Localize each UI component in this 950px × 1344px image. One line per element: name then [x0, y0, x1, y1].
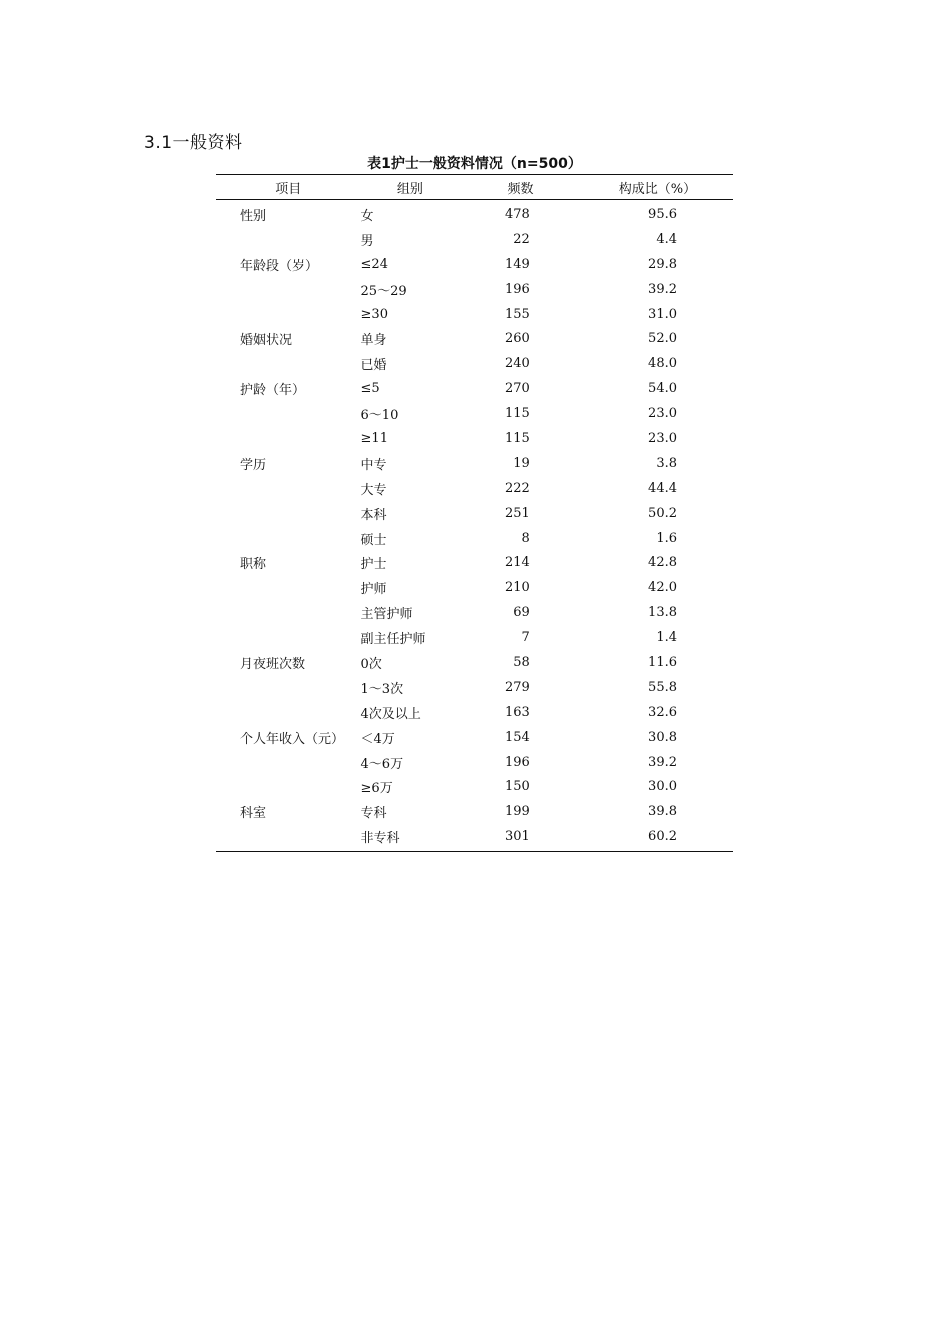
- cell-frequency: 22: [513, 231, 530, 247]
- table-row: [216, 750, 733, 775]
- cell-item: [216, 625, 361, 650]
- cell-ratio: 11.6: [648, 654, 677, 670]
- cell-item: [216, 302, 361, 327]
- cell-frequency: 478: [505, 206, 530, 222]
- cell-ratio: 23.0: [648, 430, 677, 446]
- table-row: [216, 600, 733, 625]
- header-frequency: 频数: [459, 175, 582, 200]
- cell-item: [216, 575, 361, 600]
- table-row: [216, 401, 733, 426]
- cell-item: [216, 700, 361, 725]
- table-row: [216, 725, 733, 750]
- cell-group: 主管护师: [360, 607, 413, 623]
- table-row: [216, 650, 733, 675]
- cell-group: ≤24: [360, 256, 388, 272]
- cell-frequency: 270: [505, 381, 530, 397]
- cell-frequency: 260: [505, 331, 530, 347]
- cell-ratio: 23.0: [648, 406, 677, 422]
- table-row: [216, 700, 733, 725]
- cell-frequency: 279: [505, 679, 530, 695]
- table-row: [216, 824, 733, 851]
- cell-group: 单身: [360, 333, 387, 349]
- table-row: [216, 426, 733, 451]
- cell-group: ≤5: [360, 381, 380, 397]
- cell-item: [216, 501, 361, 526]
- cell-item: [216, 750, 361, 775]
- cell-ratio: 50.2: [648, 505, 677, 521]
- table-row: [216, 550, 733, 575]
- cell-ratio: 32.6: [648, 704, 677, 720]
- cell-item: 年龄段（岁）: [240, 258, 319, 274]
- cell-ratio: 13.8: [648, 605, 677, 621]
- cell-ratio: 1.4: [656, 630, 677, 646]
- cell-frequency: 154: [505, 729, 530, 745]
- cell-ratio: 42.0: [648, 580, 677, 596]
- header-ratio: 构成比（%）: [582, 175, 733, 200]
- cell-ratio: 39.2: [648, 754, 677, 770]
- cell-frequency: 240: [505, 356, 530, 372]
- table-row: [216, 351, 733, 376]
- cell-frequency: 69: [513, 605, 530, 621]
- table-row: [216, 774, 733, 799]
- cell-item: [216, 227, 361, 252]
- cell-group: 大专: [360, 482, 387, 498]
- cell-frequency: 8: [521, 530, 530, 546]
- cell-frequency: 7: [521, 630, 530, 646]
- table-row: [216, 526, 733, 551]
- cell-item: 月夜班次数: [240, 656, 306, 672]
- cell-item: 职称: [240, 557, 267, 573]
- section-heading: 3.1一般资料: [144, 133, 243, 153]
- table-row: [216, 625, 733, 650]
- table-row: [216, 501, 733, 526]
- cell-group: ≥30: [360, 306, 388, 322]
- cell-frequency: 115: [505, 406, 530, 422]
- cell-item: 婚姻状况: [240, 333, 293, 349]
- cell-group: 非专科: [361, 824, 460, 851]
- cell-ratio: 30.8: [648, 729, 677, 745]
- cell-group: 中专: [360, 457, 387, 473]
- cell-group: 1～3次: [360, 681, 404, 697]
- cell-item: [216, 401, 361, 426]
- cell-group: ≥11: [360, 430, 388, 446]
- cell-group: 4次及以上: [360, 706, 421, 722]
- cell-frequency: 155: [505, 306, 530, 322]
- cell-group: 男: [360, 233, 374, 249]
- cell-ratio: 39.8: [648, 804, 677, 820]
- cell-frequency: 214: [505, 555, 530, 571]
- cell-item: 性别: [240, 208, 267, 224]
- cell-frequency: 150: [505, 779, 530, 795]
- table-row: [216, 476, 733, 501]
- cell-item: 护龄（年）: [240, 383, 306, 399]
- cell-ratio: 95.6: [648, 206, 677, 222]
- cell-ratio: 3.8: [656, 455, 677, 471]
- cell-frequency: 196: [505, 281, 530, 297]
- cell-item: 个人年收入（元）: [240, 731, 345, 747]
- cell-group: 25～29: [360, 283, 407, 299]
- cell-item: [216, 824, 361, 851]
- cell-group: 6～10: [360, 408, 399, 424]
- cell-item: [216, 774, 361, 799]
- cell-group: 4～6万: [360, 756, 404, 772]
- cell-item: 科室: [240, 806, 267, 822]
- cell-group: 护士: [360, 557, 387, 573]
- cell-frequency: 301: [459, 824, 582, 851]
- cell-ratio: 55.8: [648, 679, 677, 695]
- table-row: [216, 277, 733, 302]
- nurse-general-info-table: [216, 174, 733, 852]
- cell-ratio: 44.4: [648, 480, 677, 496]
- table-header-row: [216, 175, 733, 200]
- cell-ratio: 39.2: [648, 281, 677, 297]
- cell-ratio: 31.0: [648, 306, 677, 322]
- cell-frequency: 115: [505, 430, 530, 446]
- cell-group: 女: [360, 208, 374, 224]
- cell-frequency: 222: [505, 480, 530, 496]
- cell-item: [216, 476, 361, 501]
- cell-ratio: 42.8: [648, 555, 677, 571]
- table-row: [216, 252, 733, 277]
- cell-ratio: 48.0: [648, 356, 677, 372]
- table-row: [216, 799, 733, 824]
- table-row: [216, 451, 733, 476]
- header-group: 组别: [361, 175, 460, 200]
- cell-group: 专科: [360, 806, 387, 822]
- cell-ratio: 4.4: [656, 231, 677, 247]
- cell-item: [216, 351, 361, 376]
- cell-group: 硕士: [360, 532, 387, 548]
- cell-ratio: 1.6: [656, 530, 677, 546]
- cell-frequency: 19: [513, 455, 530, 471]
- cell-group: ≥6万: [360, 781, 393, 797]
- cell-item: [216, 426, 361, 451]
- cell-frequency: 251: [505, 505, 530, 521]
- table-row: [216, 326, 733, 351]
- cell-ratio: 29.8: [648, 256, 677, 272]
- table-row: [216, 302, 733, 327]
- cell-frequency: 163: [505, 704, 530, 720]
- cell-frequency: 210: [505, 580, 530, 596]
- table-row: [216, 200, 733, 227]
- cell-item: 学历: [240, 457, 267, 473]
- cell-ratio: 52.0: [648, 331, 677, 347]
- cell-ratio: 54.0: [648, 381, 677, 397]
- cell-group: 副主任护师: [360, 632, 426, 648]
- cell-group: 已婚: [360, 358, 387, 374]
- cell-group: 本科: [360, 507, 387, 523]
- cell-item: [216, 277, 361, 302]
- cell-frequency: 199: [505, 804, 530, 820]
- cell-ratio: 60.2: [582, 824, 733, 851]
- table-row: [216, 227, 733, 252]
- table-body: [216, 200, 733, 852]
- table-row: [216, 675, 733, 700]
- cell-item: [216, 526, 361, 551]
- cell-group: ＜4万: [360, 731, 395, 747]
- table-title: 表1护士一般资料情况（n=500）: [367, 156, 582, 172]
- cell-ratio: 30.0: [648, 779, 677, 795]
- table-row: [216, 376, 733, 401]
- cell-item: [216, 675, 361, 700]
- cell-group: 0次: [360, 656, 382, 672]
- cell-frequency: 196: [505, 754, 530, 770]
- header-item: 项目: [216, 175, 361, 200]
- cell-group: 护师: [360, 582, 387, 598]
- cell-frequency: 58: [513, 654, 530, 670]
- cell-item: [216, 600, 361, 625]
- table-row: [216, 575, 733, 600]
- cell-frequency: 149: [505, 256, 530, 272]
